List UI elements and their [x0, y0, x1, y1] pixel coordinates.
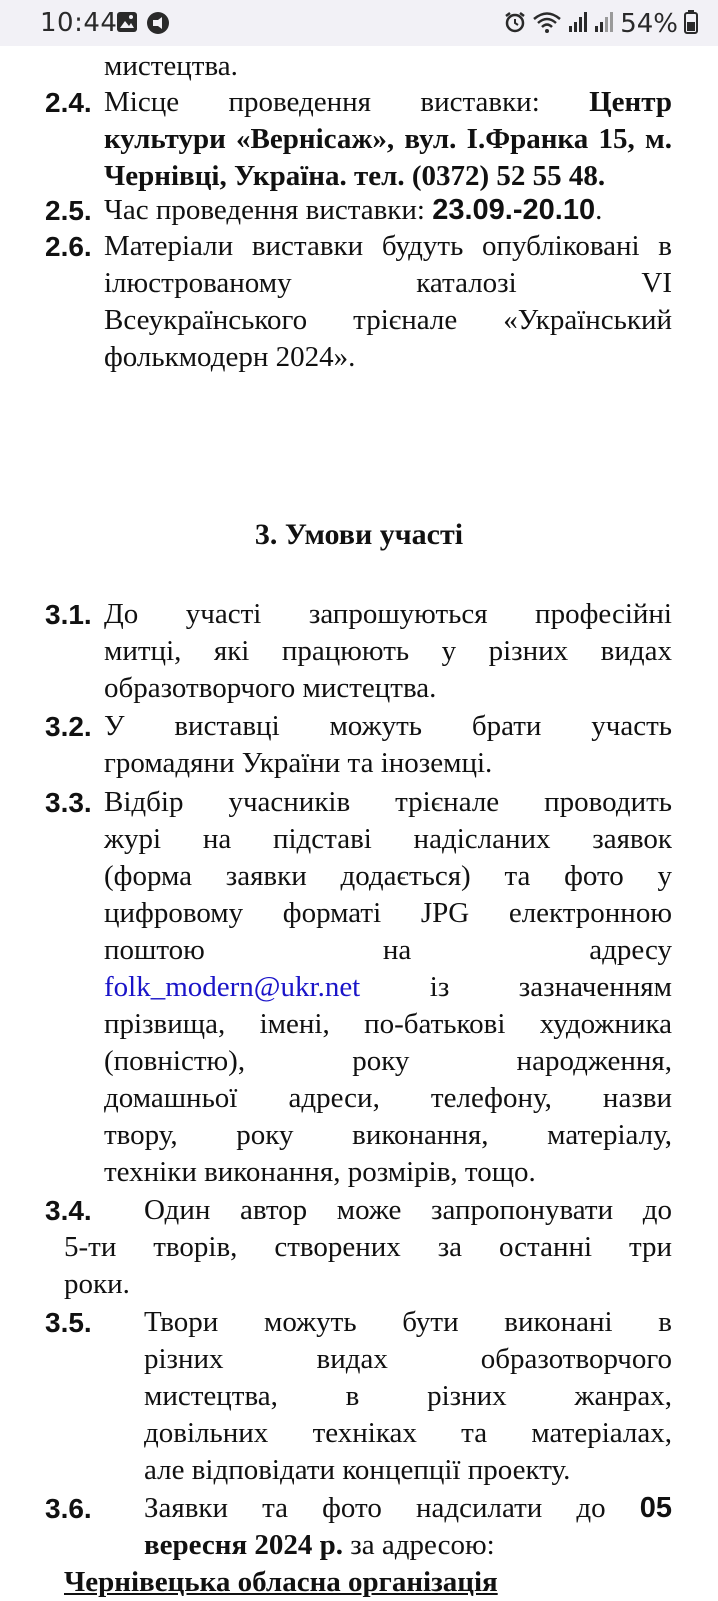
- item-number: 3.3.: [45, 787, 92, 818]
- cast-icon: [146, 11, 170, 39]
- gallery-icon: [116, 11, 138, 39]
- item-number: 2.6.: [45, 231, 92, 262]
- signal-icon: [594, 11, 614, 37]
- alarm-icon: [504, 11, 526, 37]
- item-number: 3.5.: [45, 1307, 92, 1338]
- email-link[interactable]: folk_modern@ukr.net: [104, 971, 361, 1003]
- section-3-title: 3. Умови участі: [254, 518, 464, 551]
- item-number: 3.1.: [45, 599, 92, 630]
- status-time: 10:44: [40, 8, 118, 38]
- signal-icon: [568, 11, 588, 37]
- item-number: 3.4.: [45, 1195, 92, 1226]
- battery-percent: 54%: [620, 9, 678, 39]
- status-bar: [0, 0, 718, 46]
- battery-icon: [684, 10, 698, 38]
- item-number: 2.5.: [45, 195, 92, 226]
- item-number: 2.4.: [45, 87, 92, 118]
- item-number: 3.2.: [45, 711, 92, 742]
- wifi-icon: [532, 10, 562, 38]
- item-number: 3.6.: [45, 1493, 92, 1524]
